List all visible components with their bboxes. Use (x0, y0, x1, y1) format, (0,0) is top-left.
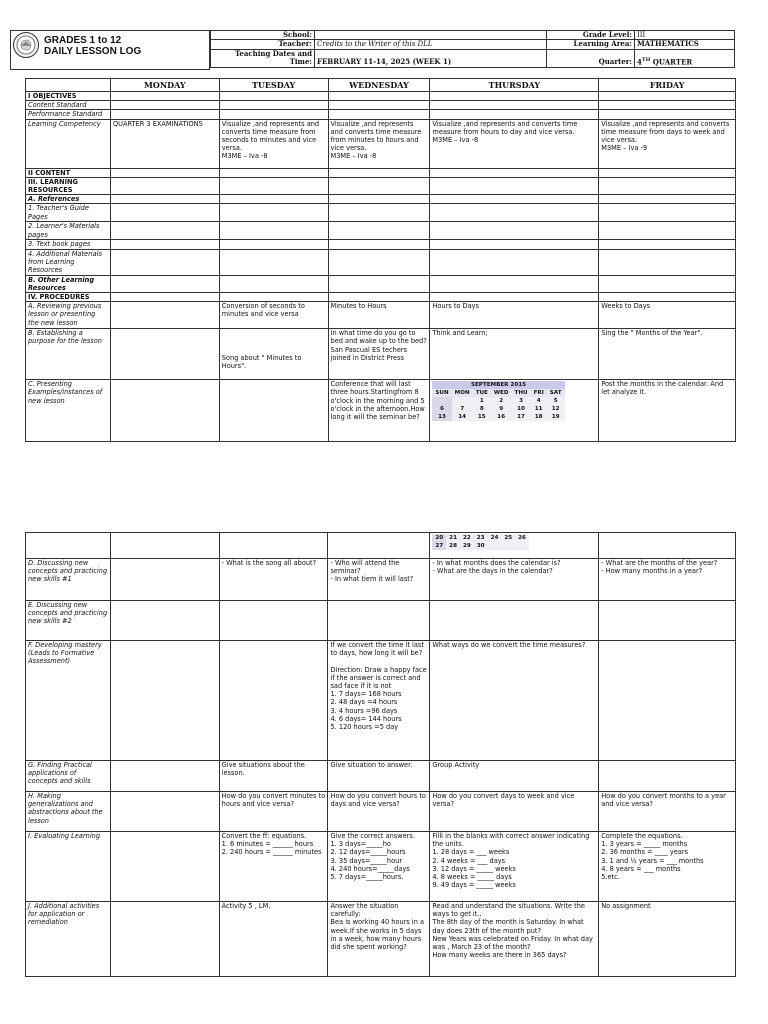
row-e-discussing-new-concepts-and-practicing (26, 601, 736, 641)
dates-label (211, 49, 315, 67)
row-label: I OBJECTIVES (26, 92, 111, 101)
cell-wednesday (328, 601, 430, 641)
calendar-day: 12 (547, 405, 565, 413)
row-4-additional-materials-from-learning-res (26, 249, 736, 275)
cell-monday (110, 101, 219, 110)
cont-monday-cell (110, 533, 219, 559)
calendar-day: 18 (531, 413, 547, 421)
calendar-day: 4 (531, 397, 547, 405)
calendar-day: 23 (474, 534, 488, 542)
cell-monday (110, 168, 219, 177)
cell-tuesday (219, 380, 328, 442)
row-label: H. Making generalizations and abstractions about the lesson (26, 792, 111, 832)
teacher-value: Credits to the Writer of this DLL (315, 40, 547, 49)
calendar-day: 29 (460, 542, 474, 550)
row-b-establishing-a-purpose-for-the-lesson (26, 329, 736, 380)
day-header-friday: FRIDAY (599, 79, 736, 92)
cell-tuesday: Activity 5 , LM. (219, 902, 328, 977)
cell-thursday (430, 601, 599, 641)
cell-tuesday (219, 293, 328, 302)
row-label: A. Reviewing previous lesson or presenting the new lesson (26, 302, 111, 329)
day-header-thursday: THURSDAY (430, 79, 599, 92)
cell-friday (599, 92, 736, 101)
dates-value: FEBRUARY 11-14, 2025 (WEEK 1) (315, 49, 547, 67)
row-i-evaluating-learning (26, 832, 736, 902)
cell-monday (110, 204, 219, 222)
cell-monday (110, 302, 219, 329)
cell-friday (599, 177, 736, 194)
row-label: J. Additional activities for application or remediation (26, 902, 111, 977)
cell-friday (599, 293, 736, 302)
calendar-day: 19 (547, 413, 565, 421)
cell-thursday (430, 380, 599, 442)
cell-wednesday (328, 177, 430, 194)
row-label: B. Other Learning Resources (26, 275, 111, 292)
calendar-day (515, 542, 529, 550)
cell-wednesday (328, 195, 430, 204)
cell-wednesday: In what time do you go to bed and wake up to the bed? San Pascual ES techers joined in District Press (328, 329, 430, 380)
calendar-day: 25 (501, 534, 515, 542)
cell-thursday: Group Activity (430, 761, 599, 792)
cell-wednesday (328, 249, 430, 275)
row-1-teacher-s-guide-pages (26, 204, 736, 222)
cell-thursday: How do you convert days to week and vice versa? (430, 792, 599, 832)
teacher-label: Teacher: (211, 40, 315, 49)
cell-friday (599, 249, 736, 275)
row-label: A. References (26, 195, 111, 204)
cell-monday (110, 559, 219, 601)
calendar-weekday: MON (452, 389, 473, 397)
row-label: D. Discussing new concepts and practicing new skills #1 (26, 559, 111, 601)
cell-friday: - What are the months of the year? - How many months in a year? (599, 559, 736, 601)
row-i-objectives (26, 92, 736, 101)
row-label: 1. Teacher's Guide Pages (26, 204, 111, 222)
cell-friday (599, 195, 736, 204)
cont-friday-cell (599, 533, 736, 559)
row-ii-content (26, 168, 736, 177)
calendar-weekday: THU (512, 389, 531, 397)
title-line2: DAILY LESSON LOG (44, 46, 142, 57)
row-label: II CONTENT (26, 168, 111, 177)
cell-wednesday: - Who will attend the seminar? - In what tiem it will last? (328, 559, 430, 601)
cell-monday (110, 249, 219, 275)
cell-thursday: What ways do we convert the time measures? (430, 641, 599, 761)
cell-tuesday (219, 101, 328, 110)
row-g-finding-practical-applications-of-conc (26, 761, 736, 792)
cell-monday (110, 240, 219, 249)
cell-wednesday: If we convert the time it last to days, how long it will be? Direction: Draw a happy face if the answer is correct and sad face if it is not 1. 7 days= 168 hours 2. 48 days =4 hours 3. 4 hours =96 days 4. 6 days= 144 hours 5. 120 hours =5 day (328, 641, 430, 761)
cell-thursday: Hours to Days (430, 302, 599, 329)
cell-friday: Visualize ,and represents and converts time measure from days to week and vice versa. M3ME – Iva -9 (599, 119, 736, 168)
dates-label-2: Time: (289, 57, 312, 67)
calendar-day: 20 (432, 534, 446, 542)
cell-friday: No assignment (599, 902, 736, 977)
cell-tuesday (219, 249, 328, 275)
row-3-text-book-pages (26, 240, 736, 249)
row-label: E. Discussing new concepts and practicing new skills #2 (26, 601, 111, 641)
row-performance-standard (26, 110, 736, 119)
cell-friday (599, 761, 736, 792)
row-label: C. Presenting Examples/instances of new lesson (26, 380, 111, 442)
day-header-monday: MONDAY (110, 79, 219, 92)
calendar-title: SEPTEMBER 2015 (432, 381, 564, 389)
grade-label: Grade Level: (547, 31, 635, 40)
cell-wednesday: Answer the situation carefully: Bea is working 40 hours in a week.If she works in 5 days in a week, how many hours did she spent working? (328, 902, 430, 977)
cell-wednesday: Give the correct answers. 1. 3 days=_____ho 2. 12 days=_____hours 3. 35 days=_____hour 4. 240 hours=_____days 5. 7 days=_____hours. (328, 832, 430, 902)
calendar-day: 26 (515, 534, 529, 542)
cell-friday (599, 204, 736, 222)
row-learning-competency (26, 119, 736, 168)
cell-wednesday: Conference that will last three hours.Startingfrom 8 o'clock in the morning and 5 o'clock in the afternoon.How long it will the seminar be? (328, 380, 430, 442)
cell-thursday (430, 195, 599, 204)
calendar-day: 15 (473, 413, 491, 421)
cell-wednesday (328, 222, 430, 240)
day-header-tuesday: TUESDAY (219, 79, 328, 92)
corner-cell (26, 79, 111, 92)
cell-tuesday: Convert the ff: equations. 1. 6 minutes = ______ hours 2. 240 hours = ______ minutes (219, 832, 328, 902)
quarter-label: Quarter: (547, 49, 635, 67)
calendar-day: 24 (488, 534, 502, 542)
cell-tuesday: Conversion of seconds to minutes and vice versa (219, 302, 328, 329)
cell-monday (110, 380, 219, 442)
cell-wednesday: Minutes to Hours (328, 302, 430, 329)
cell-thursday: Read and understand the situations. Write the ways to get it.. The 8th day of the month is Saturday. In what day does 23th of the month put? New Years was celebrated on Friday. In what day was , March 23 of the month? How many weeks are there in 365 days? (430, 902, 599, 977)
calendar-day: 1 (473, 397, 491, 405)
row-label: Performance Standard (26, 110, 111, 119)
cell-monday (110, 761, 219, 792)
cell-thursday: - In what months does the calendar is? - What are the days in the calendar? (430, 559, 599, 601)
row-iii-learning-resources (26, 177, 736, 194)
school-label: School: (211, 31, 315, 40)
cell-friday: How do you convert months to a year and vice versa? (599, 792, 736, 832)
calendar-weekday: WED (491, 389, 512, 397)
cell-thursday (430, 110, 599, 119)
cell-wednesday: Give situation to answer. (328, 761, 430, 792)
cell-monday (110, 275, 219, 292)
cell-wednesday (328, 168, 430, 177)
cell-friday (599, 222, 736, 240)
calendar-day: 7 (452, 405, 473, 413)
cell-tuesday (219, 110, 328, 119)
cell-wednesday (328, 275, 430, 292)
cell-monday: QUARTER 3 EXAMINATIONS (110, 119, 219, 168)
cell-wednesday: How do you convert hours to days and vice versa? (328, 792, 430, 832)
cell-wednesday (328, 101, 430, 110)
cell-thursday (430, 92, 599, 101)
dates-label-1: Teaching Dates and (234, 48, 312, 58)
cell-monday (110, 601, 219, 641)
row-2-learner-s-materials-pages (26, 222, 736, 240)
cell-wednesday (328, 110, 430, 119)
cell-thursday: Filli in the blanks with correct answer indicating the units. 1. 28 days = ___ weeks 2. 4 weeks = ___ days 3. 12 days = _____ weeks 4. 8 weeks = _____ days 9. 49 days = _____ weeks (430, 832, 599, 902)
row-label: 3. Text book pages (26, 240, 111, 249)
cell-tuesday: Give situations about the lesson. (219, 761, 328, 792)
cell-tuesday (219, 204, 328, 222)
calendar-day: 30 (474, 542, 488, 550)
cell-monday (110, 832, 219, 902)
cont-thursday-cell (430, 533, 599, 559)
calendar-weekday: TUE (473, 389, 491, 397)
calendar-day: 21 (446, 534, 460, 542)
row-iv-procedures (26, 293, 736, 302)
row-f-developing-mastery-leads-to-formative- (26, 641, 736, 761)
calendar-day (488, 542, 502, 550)
calendar-day (432, 397, 451, 405)
cell-wednesday (328, 240, 430, 249)
calendar-continued (432, 534, 529, 550)
cell-tuesday (219, 240, 328, 249)
cell-thursday (430, 204, 599, 222)
cell-friday (599, 275, 736, 292)
calendar-day: 13 (432, 413, 451, 421)
cell-friday (599, 641, 736, 761)
cell-monday (110, 293, 219, 302)
row-a-reviewing-previous-lesson-or-presentin (26, 302, 736, 329)
area-label: Learning Area: (547, 40, 635, 49)
row-label: Content Standard (26, 101, 111, 110)
row-b-other-learning-resources (26, 275, 736, 292)
calendar-weekday: SAT (547, 389, 565, 397)
cell-wednesday (328, 293, 430, 302)
lesson-log-table-page1 (25, 78, 736, 442)
calendar (432, 381, 564, 421)
cell-monday (110, 222, 219, 240)
row-a-references (26, 195, 736, 204)
cell-thursday (430, 101, 599, 110)
header-info-table (210, 30, 735, 68)
cell-tuesday: How do you convert minutes to hours and vice versa? (219, 792, 328, 832)
row-d-discussing-new-concepts-and-practicing (26, 559, 736, 601)
cell-tuesday (219, 168, 328, 177)
row-j-additional-activities-for-application- (26, 902, 736, 977)
cont-label-cell (26, 533, 111, 559)
calendar-weekday: SUN (432, 389, 451, 397)
cell-tuesday (219, 222, 328, 240)
row-label: Learning Competency (26, 119, 111, 168)
cell-tuesday (219, 92, 328, 101)
cell-thursday (430, 293, 599, 302)
calendar-day (501, 542, 515, 550)
calendar-day: 17 (512, 413, 531, 421)
cell-thursday: Think and Learn; (430, 329, 599, 380)
cell-wednesday (328, 204, 430, 222)
calendar-day (452, 397, 473, 405)
calendar-day: 2 (491, 397, 512, 405)
cell-monday (110, 902, 219, 977)
cell-thursday: Visualize ,and represents and converts time measure from hours to day and vice versa. M3ME – Iva -8 (430, 119, 599, 168)
cell-thursday (430, 177, 599, 194)
cell-friday (599, 240, 736, 249)
calendar-day: 3 (512, 397, 531, 405)
title-line1: GRADES 1 to 12 (44, 35, 122, 46)
cell-friday: Weeks to Days (599, 302, 736, 329)
calendar-day: 28 (446, 542, 460, 550)
cell-thursday (430, 168, 599, 177)
lesson-log-table-page2 (25, 532, 736, 977)
cell-monday (110, 792, 219, 832)
cell-thursday (430, 240, 599, 249)
row-label: III. LEARNING RESOURCES (26, 177, 111, 194)
cell-friday: Sing the " Months of the Year". (599, 329, 736, 380)
cell-wednesday: Visualize ,and represents and converts time measure from minutes to hours and vice versa. M3ME – Iva -8 (328, 119, 430, 168)
cell-monday (110, 92, 219, 101)
cell-tuesday (219, 641, 328, 761)
row-label: B. Establishing a purpose for the lesson (26, 329, 111, 380)
day-header-wednesday: WEDNESDAY (328, 79, 430, 92)
calendar-day: 11 (531, 405, 547, 413)
cell-tuesday (219, 601, 328, 641)
cell-tuesday: Visualize ,and represents and converts time measure from seconds to minutes and vice versa. M3ME – Iva -8 (219, 119, 328, 168)
cell-wednesday (328, 92, 430, 101)
calendar-day: 22 (460, 534, 474, 542)
row-h-making-generalizations-and-abstraction (26, 792, 736, 832)
calendar-day: 27 (432, 542, 446, 550)
row-label: F. Developing mastery (Leads to Formative Assessment) (26, 641, 111, 761)
row-label: IV. PROCEDURES (26, 293, 111, 302)
cell-thursday (430, 249, 599, 275)
row-label: 2. Learner's Materials pages (26, 222, 111, 240)
cell-monday (110, 177, 219, 194)
cell-friday: Post the months in the calendar. And let analyze it. (599, 380, 736, 442)
area-value: MATHEMATICS (635, 40, 735, 49)
cont-tuesday-cell (219, 533, 328, 559)
cell-thursday (430, 222, 599, 240)
cell-monday (110, 641, 219, 761)
calendar-day: 14 (452, 413, 473, 421)
row-c-presenting-examples-instances-of-new-l (26, 380, 736, 442)
quarter-value: 4TH QUARTER (635, 49, 735, 67)
cell-tuesday: - What is the song all about? (219, 559, 328, 601)
cont-wednesday-cell (328, 533, 430, 559)
calendar-day: 9 (491, 405, 512, 413)
cell-tuesday (219, 275, 328, 292)
cell-friday (599, 601, 736, 641)
calendar-day: 6 (432, 405, 451, 413)
cell-friday (599, 168, 736, 177)
calendar-day: 16 (491, 413, 512, 421)
cell-thursday (430, 275, 599, 292)
cell-tuesday (219, 195, 328, 204)
row-label: 4. Additional Materials from Learning Resources (26, 249, 111, 275)
calendar-weekday: FRI (531, 389, 547, 397)
cell-monday (110, 195, 219, 204)
row-content-standard (26, 101, 736, 110)
calendar-day: 10 (512, 405, 531, 413)
cell-friday (599, 101, 736, 110)
cell-monday (110, 110, 219, 119)
cell-monday (110, 329, 219, 380)
row-label: I. Evaluating Learning (26, 832, 111, 902)
row-label: G. Finding Practical applications of concepts and skills (26, 761, 111, 792)
cell-tuesday: Song about " Minutes to Hours". (219, 329, 328, 380)
calendar-day: 8 (473, 405, 491, 413)
grade-value: III (635, 31, 735, 40)
calendar-day: 5 (547, 397, 565, 405)
cell-friday (599, 110, 736, 119)
cell-friday: Complete the equations. 1. 3 years = _____ months 2. 36 months = ____ years 3. 1 and ½ years = ___ months 4. 8 years = ___ months 5.etc. (599, 832, 736, 902)
cell-tuesday (219, 177, 328, 194)
school-value (315, 31, 547, 40)
